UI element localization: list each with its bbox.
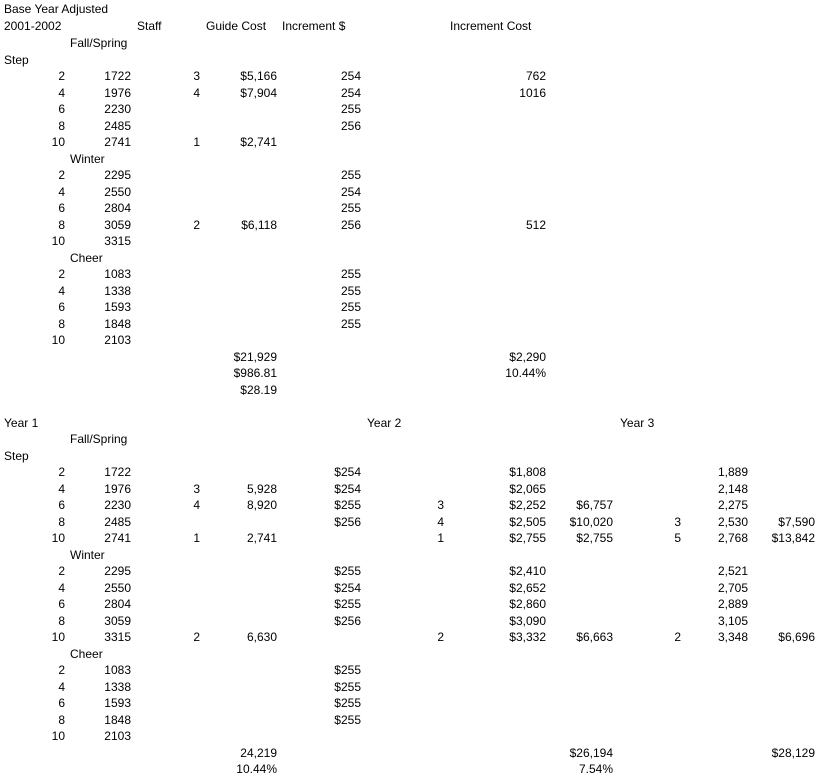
y2-rate-cell: $2,252 (509, 498, 546, 512)
increment-cost-cell: 762 (525, 69, 546, 83)
step-cell: 6 (58, 201, 65, 215)
group-title: Winter (70, 547, 105, 562)
amount-cell: 1722 (104, 69, 131, 83)
amount-cell: 1848 (104, 316, 131, 331)
y3-rate-cell: 2,148 (717, 481, 748, 496)
sheet-title: Base Year Adjusted (4, 2, 109, 16)
y3-rate-cell: 2,889 (717, 597, 748, 611)
y3-rate-cell: 1,889 (717, 465, 748, 479)
staff-cell: 4 (193, 85, 200, 100)
increment-cell: 254 (340, 85, 361, 100)
year3-label: Year 3 (620, 416, 655, 430)
amount-cell: 2103 (104, 729, 131, 743)
amount-cell: 1976 (104, 85, 131, 100)
amount-cell: 2103 (104, 333, 131, 347)
y1-increment-cell: $256 (334, 514, 361, 529)
y2-staff-cell: 4 (437, 514, 444, 529)
y1-staff-cell: 2 (193, 630, 200, 644)
step-cell: 2 (58, 564, 65, 578)
col-header-staff: Staff (137, 19, 162, 33)
step-cell: 2 (58, 69, 65, 83)
y2-staff-cell: 2 (437, 630, 444, 644)
amount-cell: 2804 (104, 201, 131, 215)
step-cell: 6 (58, 696, 65, 710)
group-title: Cheer (70, 250, 103, 265)
amount-cell: 2741 (104, 135, 131, 149)
staff-cell: 2 (193, 217, 200, 232)
amount-cell: 2741 (104, 531, 131, 545)
increment-cell: 255 (340, 316, 361, 331)
y2-staff-cell: 3 (437, 498, 444, 512)
y3-cost-cell: $6,696 (778, 630, 815, 644)
y3-rate-cell: 3,348 (717, 630, 748, 644)
col-header-guide-cost: Guide Cost (206, 19, 267, 33)
y2-total-cell: $26,194 (569, 745, 613, 760)
y2-cost-cell: $6,663 (576, 630, 613, 644)
y1-increment-cell: $254 (334, 481, 361, 496)
group-title: Fall/Spring (70, 36, 128, 50)
step-cell: 6 (58, 498, 65, 512)
staff-cell: 1 (193, 135, 200, 149)
increment-cost-cell: 512 (525, 217, 546, 232)
amount-cell: 1848 (104, 712, 131, 727)
step-cell: 4 (58, 679, 65, 694)
y1-staff-cell: 4 (193, 498, 200, 512)
total-guide-cell: $986.81 (233, 366, 277, 380)
y1-cost-cell: 2,741 (246, 531, 277, 545)
y3-rate-cell: 2,530 (717, 514, 748, 529)
step-cell: 10 (51, 630, 65, 644)
step-cell: 6 (58, 300, 65, 314)
step-cell: 8 (58, 316, 65, 331)
col-header-increment-cost: Increment Cost (450, 19, 532, 33)
increment-cell: 255 (340, 300, 361, 314)
y1-staff-cell: 3 (193, 481, 200, 496)
increment-cell: 255 (340, 168, 361, 182)
y1-total-cell: 10.44% (236, 762, 277, 776)
y1-increment-cell: $255 (334, 679, 361, 694)
step-cell: 8 (58, 613, 65, 628)
col-header-increment: Increment $ (282, 19, 346, 33)
increment-cell: 255 (340, 102, 361, 116)
increment-cell: 256 (340, 118, 361, 133)
y2-cost-cell: $10,020 (569, 514, 613, 529)
step-cell: 8 (58, 217, 65, 232)
y2-rate-cell: $2,755 (509, 531, 546, 545)
y2-rate-cell: $2,410 (509, 564, 546, 578)
step-cell: 10 (51, 333, 65, 347)
amount-cell: 1722 (104, 465, 131, 479)
amount-cell: 2295 (104, 168, 131, 182)
y1-increment-cell: $255 (334, 663, 361, 677)
step-cell: 6 (58, 597, 65, 611)
step-cell: 8 (58, 118, 65, 133)
step-label: Step (4, 52, 29, 67)
y3-cost-cell: $13,842 (771, 531, 815, 545)
y1-increment-cell: $254 (334, 465, 361, 479)
amount-cell: 2295 (104, 564, 131, 578)
staff-cell: 3 (193, 69, 200, 83)
total-guide-cell: $28.19 (240, 382, 277, 397)
amount-cell: 2230 (104, 498, 131, 512)
guide-cost-cell: $7,904 (240, 85, 277, 100)
amount-cell: 1083 (104, 663, 131, 677)
y2-total-cell: 7.54% (578, 762, 613, 776)
y1-staff-cell: 1 (193, 531, 200, 545)
y2-rate-cell: $2,065 (509, 481, 546, 496)
increment-cell: 254 (340, 69, 361, 83)
increment-cell: 255 (340, 267, 361, 281)
y1-increment-cell: $256 (334, 613, 361, 628)
guide-cost-cell: $2,741 (240, 135, 277, 149)
group-title: Cheer (70, 646, 103, 661)
y3-rate-cell: 2,768 (717, 531, 748, 545)
amount-cell: 1338 (104, 679, 131, 694)
guide-cost-cell: $5,166 (240, 69, 277, 83)
y2-rate-cell: $3,090 (509, 613, 546, 628)
amount-cell: 2230 (104, 102, 131, 116)
year1-label: Year 1 (4, 416, 39, 430)
y3-rate-cell: 2,275 (717, 498, 748, 512)
step-label: Step (4, 448, 29, 463)
y2-rate-cell: $1,808 (509, 465, 546, 479)
y2-rate-cell: $3,332 (509, 630, 546, 644)
y3-rate-cell: 3,105 (717, 613, 748, 628)
base-year-label: 2001-2002 (4, 19, 62, 33)
y3-rate-cell: 2,521 (717, 564, 748, 578)
step-cell: 10 (51, 135, 65, 149)
amount-cell: 2485 (104, 514, 131, 529)
step-cell: 10 (51, 531, 65, 545)
y3-staff-cell: 3 (674, 514, 681, 529)
amount-cell: 2485 (104, 118, 131, 133)
increment-cell: 255 (340, 201, 361, 215)
y2-rate-cell: $2,652 (509, 580, 546, 595)
step-cell: 4 (58, 283, 65, 298)
amount-cell: 2550 (104, 184, 131, 199)
step-cell: 10 (51, 729, 65, 743)
guide-cost-cell: $6,118 (241, 217, 277, 232)
total-guide-cell: $21,929 (233, 349, 277, 364)
y1-increment-cell: $255 (334, 696, 361, 710)
y3-staff-cell: 2 (674, 630, 681, 644)
amount-cell: 1593 (104, 696, 131, 710)
step-cell: 6 (58, 102, 65, 116)
increment-cell: 254 (340, 184, 361, 199)
y1-cost-cell: 5,928 (246, 481, 277, 496)
amount-cell: 2804 (104, 597, 131, 611)
y1-increment-cell: $254 (334, 580, 361, 595)
step-cell: 4 (58, 85, 65, 100)
y1-increment-cell: $255 (334, 498, 361, 512)
y1-total-cell: 24,219 (240, 745, 277, 760)
total-increment-cost-cell: $2,290 (509, 349, 546, 364)
y3-rate-cell: 2,705 (717, 580, 748, 595)
step-cell: 10 (51, 234, 65, 248)
y3-cost-cell: $7,590 (778, 514, 815, 529)
y2-cost-cell: $2,755 (576, 531, 613, 545)
amount-cell: 3059 (104, 613, 131, 628)
y2-staff-cell: 1 (437, 531, 444, 545)
amount-cell: 3059 (104, 217, 131, 232)
y1-increment-cell: $255 (334, 597, 361, 611)
step-cell: 4 (58, 184, 65, 199)
y3-staff-cell: 5 (674, 531, 681, 545)
total-increment-cost-cell: 10.44% (505, 366, 546, 380)
increment-cost-cell: 1016 (519, 85, 546, 100)
y1-cost-cell: 8,920 (246, 498, 277, 512)
y3-total-cell: $28,129 (771, 745, 815, 760)
y2-rate-cell: $2,860 (509, 597, 546, 611)
year2-label: Year 2 (367, 416, 402, 430)
step-cell: 8 (58, 514, 65, 529)
group-title: Fall/Spring (70, 432, 128, 446)
step-cell: 4 (58, 580, 65, 595)
y2-cost-cell: $6,757 (576, 498, 613, 512)
step-cell: 2 (58, 663, 65, 677)
increment-cell: 255 (340, 283, 361, 298)
amount-cell: 3315 (104, 234, 131, 248)
y1-increment-cell: $255 (334, 564, 361, 578)
y2-rate-cell: $2,505 (509, 514, 546, 529)
step-cell: 8 (58, 712, 65, 727)
step-cell: 4 (58, 481, 65, 496)
step-cell: 2 (58, 267, 65, 281)
amount-cell: 1338 (104, 283, 131, 298)
group-title: Winter (70, 151, 105, 166)
amount-cell: 2550 (104, 580, 131, 595)
y1-increment-cell: $255 (334, 712, 361, 727)
amount-cell: 3315 (104, 630, 131, 644)
amount-cell: 1083 (104, 267, 131, 281)
y1-cost-cell: 6,630 (246, 630, 277, 644)
amount-cell: 1976 (104, 481, 131, 496)
increment-cell: 256 (340, 217, 361, 232)
step-cell: 2 (58, 465, 65, 479)
step-cell: 2 (58, 168, 65, 182)
amount-cell: 1593 (104, 300, 131, 314)
